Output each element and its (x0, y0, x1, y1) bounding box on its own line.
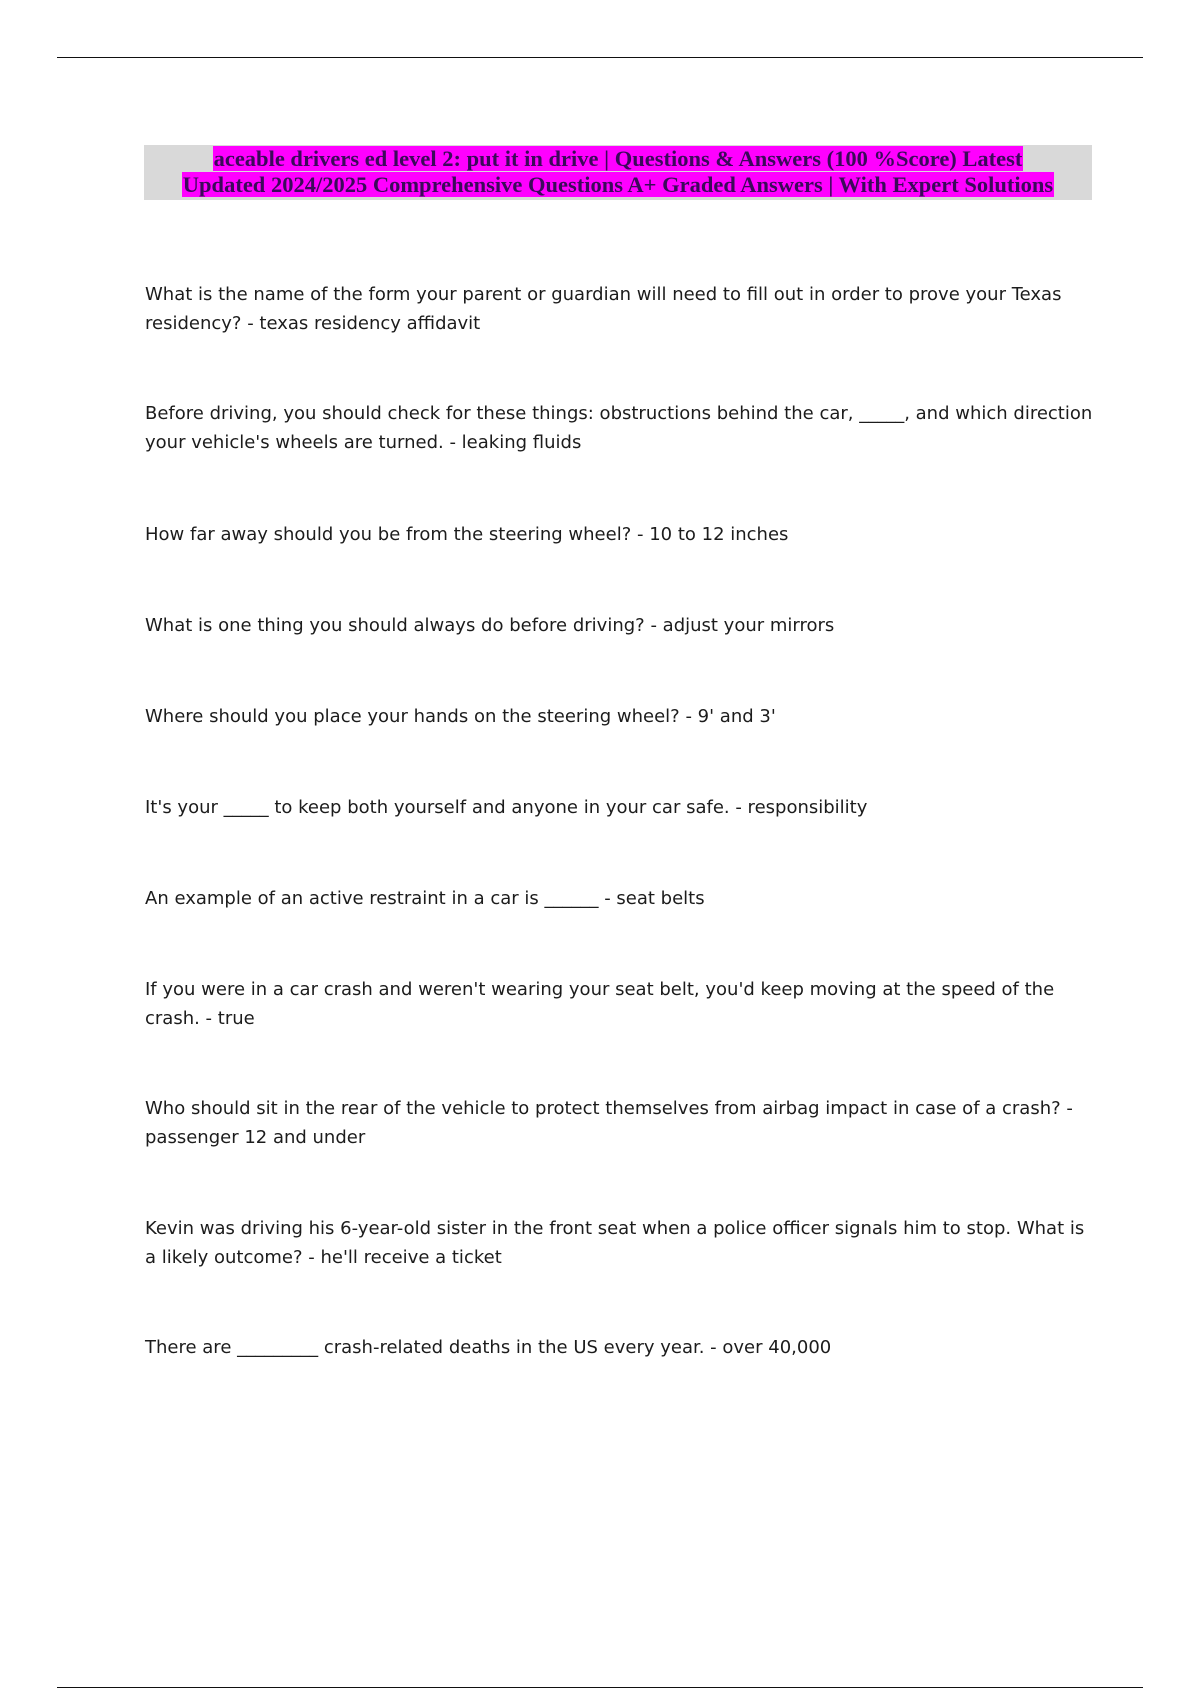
qa-item: What is the name of the form your parent or guardian will need to fill out in order to prove your Texas residency? - texas residency affidavit (145, 284, 1062, 334)
qa-item: Kevin was driving his 6-year-old sister in the front seat when a police officer signals him to stop. What is a likely outcome? - he'll receive a ticket (145, 1218, 1085, 1268)
page-bottom-rule (57, 1687, 1143, 1688)
title-line-1: aceable drivers ed level 2: put it in drive | Questions & Answers (100 %Score) Latest (213, 146, 1023, 171)
qa-item: Who should sit in the rear of the vehicle to protect themselves from airbag impact in case of a crash? - passenger 12 and under (145, 1098, 1073, 1148)
qa-item: There are _________ crash-related deaths in the US every year. - over 40,000 (145, 1337, 832, 1358)
title-line-2: Updated 2024/2025 Comprehensive Questions A+ Graded Answers | With Expert Solutions (182, 172, 1054, 197)
qa-item: It's your _____ to keep both yourself and anyone in your car safe. - responsibility (145, 797, 868, 818)
document-title (144, 145, 1092, 200)
qa-item: What is one thing you should always do before driving? - adjust your mirrors (145, 615, 835, 636)
page-top-rule (57, 57, 1143, 58)
qa-item: Before driving, you should check for these things: obstructions behind the car, _____, and which direction your vehicle's wheels are turned. - leaking fluids (145, 403, 1093, 453)
qa-item: Where should you place your hands on the steering wheel? - 9' and 3' (145, 706, 776, 727)
qa-item: How far away should you be from the steering wheel? - 10 to 12 inches (145, 524, 789, 545)
qa-item: If you were in a car crash and weren't wearing your seat belt, you'd keep moving at the speed of the crash. - true (145, 979, 1055, 1029)
qa-item: An example of an active restraint in a car is ______ - seat belts (145, 888, 705, 909)
